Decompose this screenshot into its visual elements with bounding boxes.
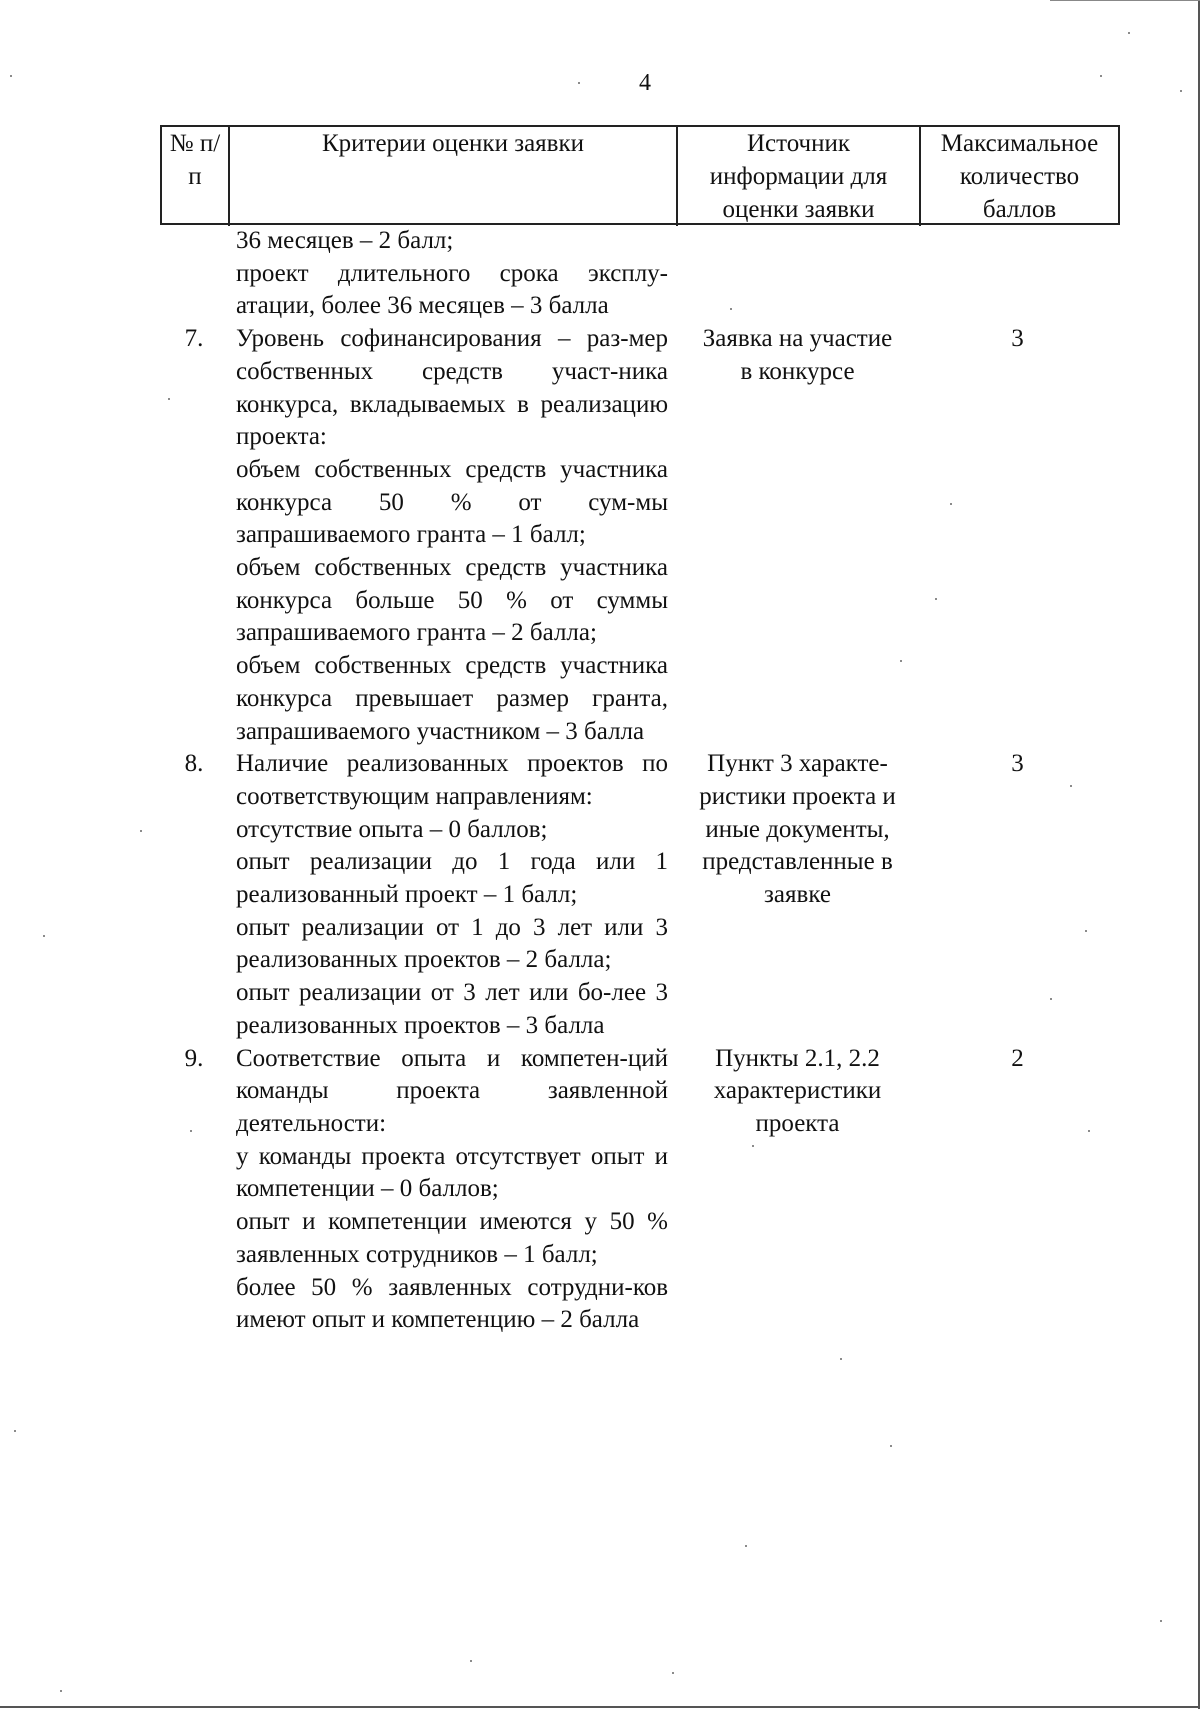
continuation-row — [160, 225, 1120, 323]
scan-speck — [1160, 1620, 1162, 1622]
scan-speck — [900, 660, 902, 662]
scan-speck — [840, 1358, 842, 1360]
table-row — [160, 323, 1120, 748]
continuation-line: проект длительного срока эксплу-атации, более 36 месяцев – 3 балла — [236, 259, 668, 320]
row-max: 3 — [1011, 750, 1024, 778]
row-criteria: Соответствие опыта и компетен-ций команды проекта заявленной деятельности: у команды проекта отсутствует опыт и компетенции – 0 баллов; опыт и компетенции имеются у 50 % заявленных сотрудников – 1 балл; более 50 % заявленных сотрудни-ков имеют опыт и компетенцию – 2 балла — [236, 1044, 668, 1334]
scan-speck — [1085, 930, 1087, 932]
table-header — [160, 125, 1120, 225]
header-source: Источник информации для оценки заявки — [678, 127, 921, 226]
scan-edge-bottom — [0, 1706, 1200, 1708]
scan-speck — [730, 308, 732, 310]
scan-speck — [1100, 75, 1102, 77]
row-source: Пункты 2.1, 2.2 характеристики проекта — [713, 1044, 882, 1137]
scan-speck — [672, 1672, 674, 1674]
scan-speck — [1128, 32, 1130, 34]
scan-speck — [10, 75, 12, 77]
scan-speck — [190, 1130, 192, 1132]
scan-speck — [14, 1430, 16, 1432]
row-number: 9. — [184, 1044, 204, 1072]
scan-speck — [1070, 785, 1072, 787]
row-source: Заявка на участие в конкурсе — [702, 325, 893, 385]
scan-speck — [950, 503, 952, 505]
continuation-line: 36 месяцев – 2 балл; — [236, 227, 454, 254]
header-num: № п/п — [162, 127, 230, 226]
table-body — [160, 225, 1120, 1337]
row-source: Пункт 3 характе-ристики проекта и иные документы, представленные в заявке — [699, 750, 896, 909]
scan-speck — [745, 1545, 747, 1547]
scan-speck — [935, 598, 937, 600]
scan-speck — [168, 398, 170, 400]
scan-edge-top — [1050, 0, 1200, 1]
row-number: 8. — [184, 750, 204, 778]
scan-speck — [1180, 90, 1182, 92]
row-number: 7. — [184, 325, 204, 353]
scan-speck — [140, 830, 142, 832]
row-max: 3 — [1011, 325, 1024, 353]
page-number: 4 — [639, 70, 651, 96]
header-criteria: Критерии оценки заявки — [230, 127, 678, 226]
table-row — [160, 748, 1120, 1042]
scan-speck — [578, 82, 580, 84]
row-criteria: Уровень софинансирования – раз-мер собственных средств участ-ника конкурса, вкладываемых в реализацию проекта: объем собственных средств участника конкурса 50 % от сум-мы запрашиваемого гранта – 1 балл; объем собственных средств участника конкурса больше 50 % от суммы запрашиваемого гранта – 2 балла; объем собственных средств участника конкурса превышает размер гранта, запрашиваемого участником – 3 балла — [236, 325, 668, 745]
scan-speck — [60, 1690, 62, 1692]
scan-speck — [752, 1145, 754, 1147]
header-max: Максимальное количество баллов — [940, 130, 1099, 223]
scan-speck — [470, 1660, 472, 1662]
scan-speck — [43, 935, 45, 937]
scan-speck — [890, 1445, 892, 1447]
scan-speck — [1050, 998, 1052, 1000]
scan-speck — [1088, 1130, 1090, 1132]
row-criteria: Наличие реализованных проектов по соответствующим направлениям: отсутствие опыта – 0 баллов; опыт реализации до 1 года или 1 реализованный проект – 1 балл; опыт реализации от 1 до 3 лет или 3 реализованных проектов – 2 балла; опыт реализации от 3 лет или бо-лее 3 реализованных проектов – 3 балла — [236, 750, 668, 1039]
row-max: 2 — [1011, 1044, 1024, 1072]
table-row — [160, 1043, 1120, 1337]
